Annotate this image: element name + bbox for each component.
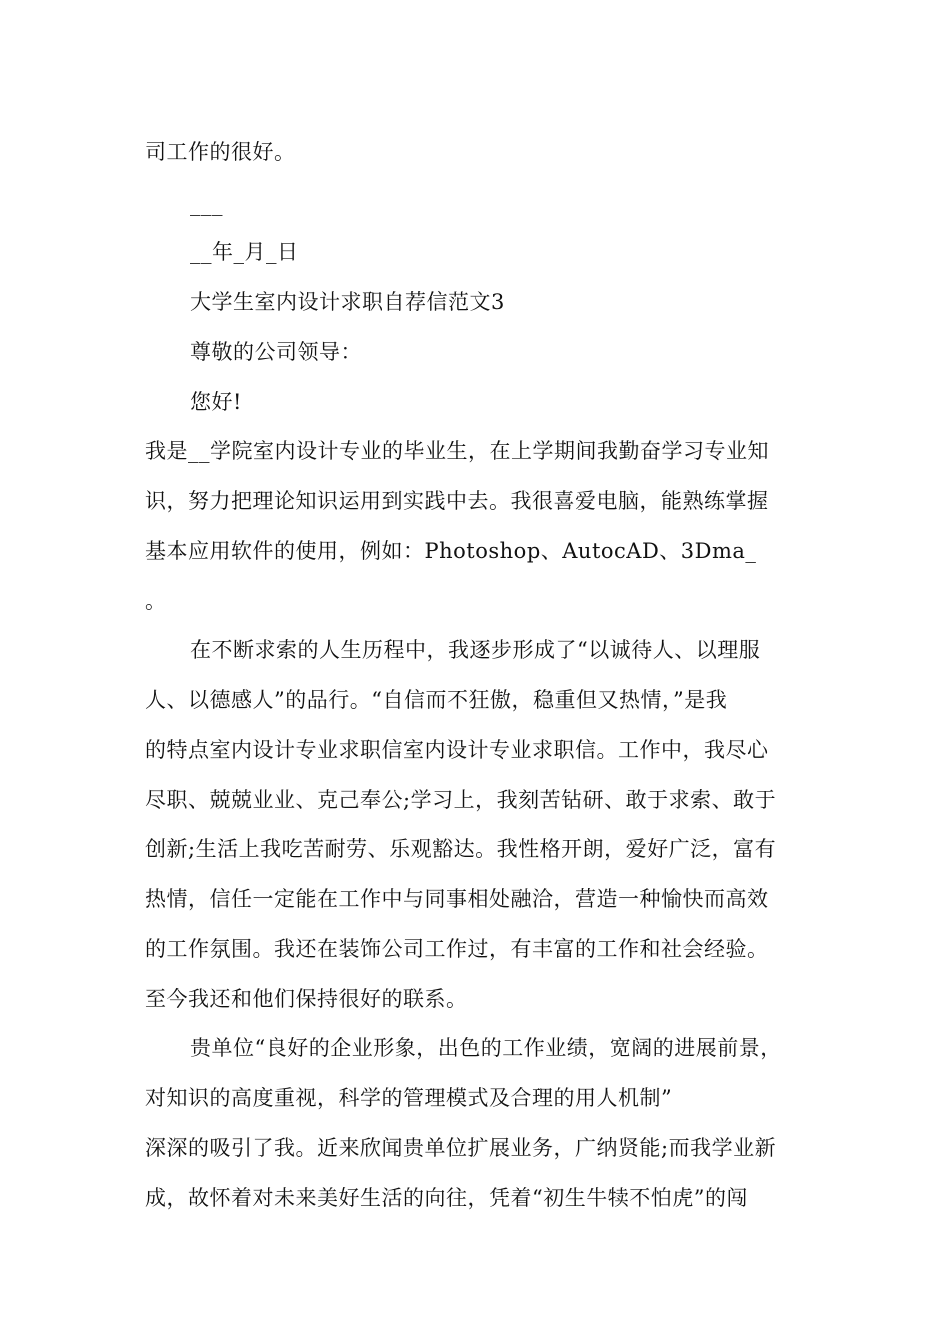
text-line: 尽职、兢兢业业、克己奉公;学习上，我刻苦钻研、敢于求索、敢于 (145, 788, 777, 812)
greeting: 您好! (190, 390, 242, 414)
text-line: 成，故怀着对未来美好生活的向往，凭着“初生牛犊不怕虎”的闯 (145, 1186, 748, 1210)
text-line: 创新;生活上我吃苦耐劳、乐观豁达。我性格开朗，爱好广泛，富有 (145, 837, 777, 861)
text-line: 的工作氛围。我还在装饰公司工作过，有丰富的工作和社会经验。 (145, 937, 769, 961)
signature-blank: ___ (190, 192, 223, 216)
salutation: 尊敬的公司领导： (190, 340, 362, 364)
text-line: 。 (145, 589, 167, 613)
text-line: 的特点室内设计专业求职信室内设计专业求职信。工作中，我尽心 (145, 738, 769, 762)
text-line: 对知识的高度重视，科学的管理模式及合理的用人机制” (145, 1086, 673, 1110)
section-title: 大学生室内设计求职自荐信范文3 (190, 290, 505, 314)
paragraph-start: 在不断求索的人生历程中，我逐步形成了“以诚待人、以理服 (190, 638, 761, 662)
text-line: 司工作的很好。 (145, 140, 296, 164)
text-line: 深深的吸引了我。近来欣闻贵单位扩展业务，广纳贤能;而我学业新 (145, 1136, 777, 1160)
text-line: 基本应用软件的使用，例如：Photoshop、AutocAD、3Dma_ (145, 539, 757, 563)
text-line: 识，努力把理论知识运用到实践中去。我很喜爱电脑，能熟练掌握 (145, 489, 769, 513)
text-line: 热情，信任一定能在工作中与同事相处融洽，营造一种愉快而高效 (145, 887, 769, 911)
text-line: 人、以德感人”的品行。“自信而不狂傲，稳重但又热情，”是我 (145, 688, 728, 712)
date-line: __年_月_日 (190, 240, 299, 264)
text-line: 我是__学院室内设计专业的毕业生，在上学期间我勤奋学习专业知 (145, 439, 769, 463)
text-line: 至今我还和他们保持很好的联系。 (145, 987, 468, 1011)
paragraph-start: 贵单位“良好的企业形象，出色的工作业绩，宽阔的进展前景， (190, 1036, 782, 1060)
